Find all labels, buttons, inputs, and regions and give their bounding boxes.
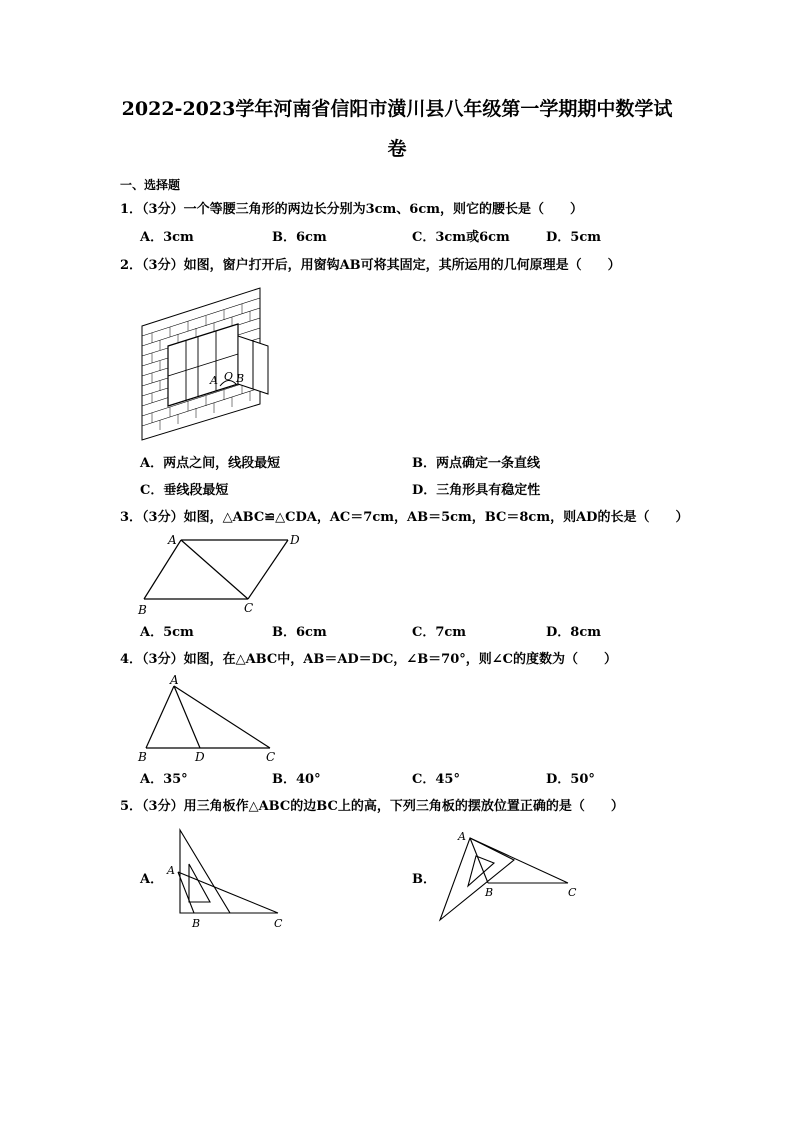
- question-3-option-a: A．5cm: [140, 625, 194, 640]
- segment-ab: [144, 540, 181, 599]
- set-square-outer: [180, 830, 230, 913]
- label-b: B: [485, 886, 494, 899]
- label-b: B: [192, 917, 201, 930]
- segment-ad: [174, 686, 200, 748]
- set-square-inner: [189, 864, 210, 902]
- label-o: O: [224, 370, 234, 383]
- question-1-text: 1．（3分）一个等腰三角形的两边长分别为3cm、6cm，则它的腰长是（ ）: [120, 202, 584, 217]
- segment-ac: [174, 686, 270, 748]
- question-2-option-b: B．两点确定一条直线: [412, 456, 540, 471]
- label-d: D: [195, 750, 205, 764]
- open-sash: [238, 336, 268, 394]
- question-5-figure-b: [434, 826, 584, 926]
- question-2-option-c: C．垂线段最短: [140, 483, 229, 498]
- label-d: D: [290, 533, 300, 547]
- question-2-figure-window: [140, 286, 270, 446]
- question-3-option-c: C．7cm: [412, 625, 467, 640]
- label-a: A: [210, 374, 218, 387]
- question-1-option-a: A．3cm: [140, 230, 194, 245]
- label-a: A: [168, 533, 177, 547]
- label-a: A: [170, 673, 179, 687]
- label-b: B: [138, 750, 147, 764]
- question-4-text: 4．（3分）如图，在△ABC中，AB＝AD＝DC，∠B＝70°，则∠C的度数为（ ）: [120, 652, 618, 667]
- label-a: A: [167, 864, 175, 877]
- question-5-figure-a: [164, 826, 294, 934]
- label-b: B: [138, 603, 147, 617]
- page-title-continued: 卷: [387, 138, 407, 160]
- question-4-option-b: B．40°: [272, 772, 321, 787]
- label-b: B: [236, 372, 245, 385]
- question-2-option-a: A．两点之间，线段最短: [140, 456, 281, 471]
- segment-cd: [248, 540, 288, 599]
- question-3-option-b: B．6cm: [272, 625, 327, 640]
- question-5-option-b: B．: [412, 872, 436, 887]
- question-1-option-b: B．6cm: [272, 230, 327, 245]
- question-3-text: 3．（3分）如图，△ABC≌△CDA，AC＝7cm，AB＝5cm，BC＝8cm，则AD的长是（ ）: [120, 510, 689, 525]
- question-3-figure-parallelogram: [136, 532, 316, 622]
- question-4-option-a: A．35°: [140, 772, 188, 787]
- question-2-option-d: D．三角形具有稳定性: [412, 483, 541, 498]
- label-c: C: [244, 601, 254, 615]
- question-5-text: 5．（3分）用三角板作△ABC的边BC上的高，下列三角板的摆放位置正确的是（ ）: [120, 799, 624, 814]
- question-1-option-c: C．3cm或6cm: [412, 230, 510, 245]
- question-5-option-a: A．: [140, 872, 164, 887]
- question-4-option-d: D．50°: [546, 772, 595, 787]
- question-3-option-d: D．8cm: [546, 625, 601, 640]
- set-square-inner: [468, 856, 494, 886]
- segment-ac: [181, 540, 248, 599]
- label-c: C: [568, 886, 577, 899]
- label-a: A: [458, 830, 466, 843]
- label-c: C: [274, 917, 283, 930]
- label-c: C: [266, 750, 276, 764]
- segment-ab: [146, 686, 174, 748]
- question-1-option-d: D．5cm: [546, 230, 601, 245]
- page-title: 2022-2023学年河南省信阳市潢川县八年级第一学期期中数学试: [121, 98, 673, 120]
- question-4-option-c: C．45°: [412, 772, 460, 787]
- set-square-outer: [440, 838, 514, 920]
- section-heading: 一、选择题: [120, 178, 181, 192]
- question-2-text: 2．（3分）如图，窗户打开后，用窗钩AB可将其固定，其所运用的几何原理是（ ）: [120, 258, 621, 273]
- question-4-figure-triangle: [136, 674, 286, 766]
